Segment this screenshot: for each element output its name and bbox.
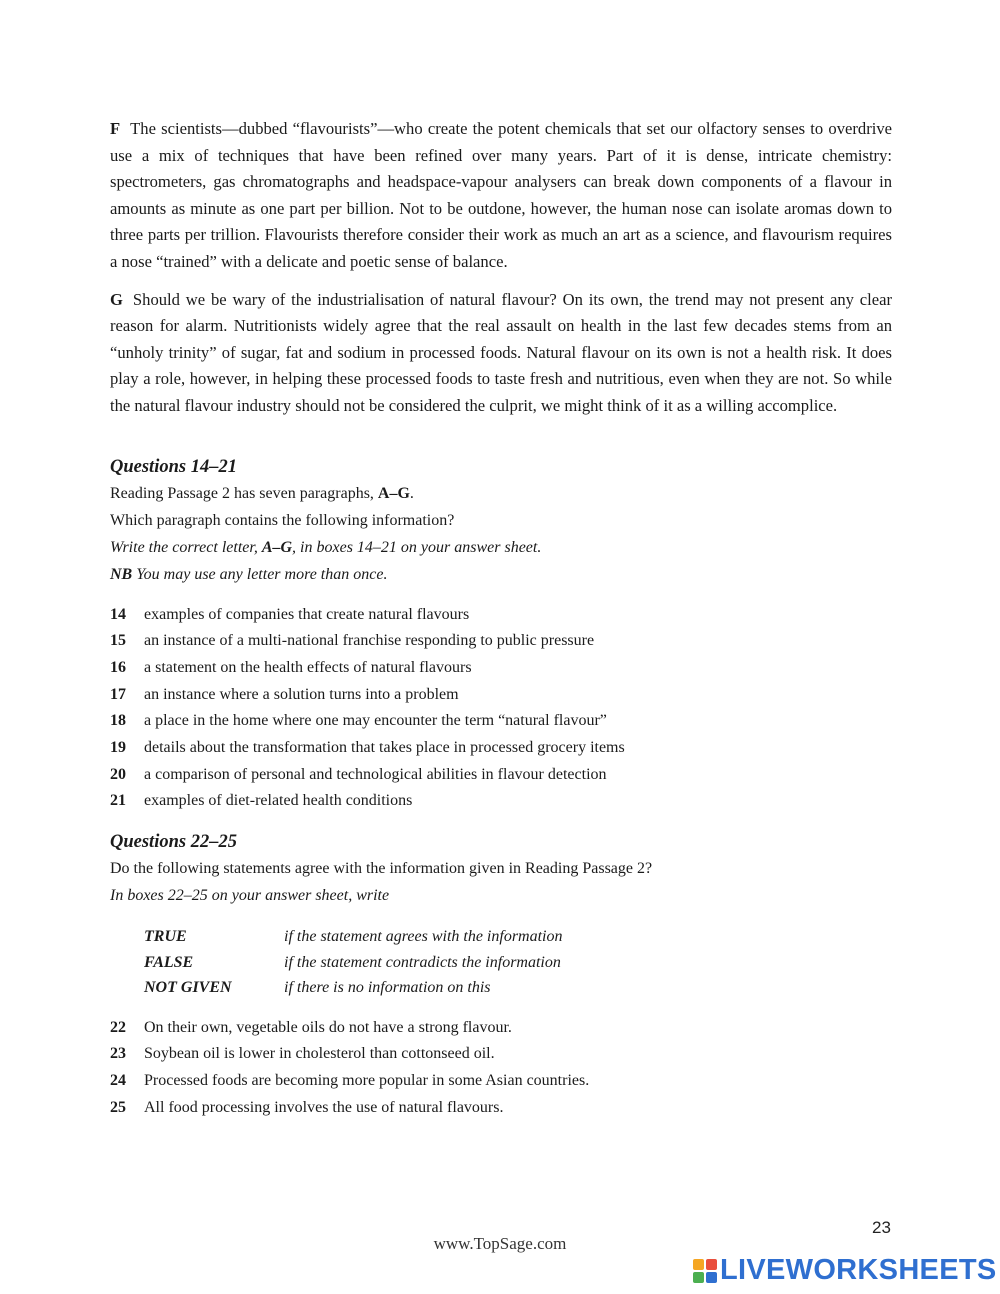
question-number: 23 bbox=[110, 1045, 126, 1063]
instruction-text: Reading Passage 2 has seven paragraphs, bbox=[110, 484, 378, 502]
question-number: 25 bbox=[110, 1098, 126, 1116]
logo-tile bbox=[693, 1272, 704, 1283]
instruction-text: Write the correct letter, bbox=[110, 538, 262, 556]
question-item bbox=[110, 655, 892, 682]
instruction-line: Which paragraph contains the following information? bbox=[110, 511, 455, 529]
answer-key-legend bbox=[144, 924, 892, 1001]
logo-tile bbox=[706, 1272, 717, 1283]
question-text: a statement on the health effects of natural flavours bbox=[144, 658, 472, 676]
key-label: TRUE bbox=[144, 928, 187, 946]
question-number: 16 bbox=[110, 658, 126, 676]
question-item bbox=[110, 602, 892, 629]
question-text: details about the transformation that takes place in processed grocery items bbox=[144, 739, 625, 757]
question-item bbox=[110, 682, 892, 709]
question-item bbox=[110, 1068, 892, 1095]
question-number: 24 bbox=[110, 1072, 126, 1090]
question-number: 21 bbox=[110, 792, 126, 810]
footer-url: www.TopSage.com bbox=[433, 1234, 567, 1253]
question-text: Processed foods are becoming more popular in some Asian countries. bbox=[144, 1072, 590, 1090]
question-text: examples of diet-related health conditions bbox=[144, 792, 413, 810]
question-text: All food processing involves the use of natural flavours. bbox=[144, 1098, 504, 1116]
key-description: if the statement contradicts the information bbox=[284, 953, 561, 971]
question-text: a comparison of personal and technological abilities in flavour detection bbox=[144, 765, 607, 783]
paragraph-text: The scientists—dubbed “flavourists”—who create the potent chemicals that set our olfactory senses to overdrive use a mix of techniques that have been refined over many years. Part of it is dense, intricate chemistry: spectrometers, gas chromatographs and headspace-vapour analysers can break down components of a flavour in amounts as minute as one part per billion. Not to be outdone, however, the human nose can isolate aromas down to three parts per trillion. Flavourists therefore consider their work as much an art as a science, and flavourism requires a nose “trained” with a delicate and poetic sense of balance. bbox=[110, 119, 892, 271]
question-item bbox=[110, 735, 892, 762]
paragraph-letter: G bbox=[110, 289, 123, 309]
question-item bbox=[110, 788, 892, 815]
question-item bbox=[110, 762, 892, 789]
instruction-line bbox=[110, 534, 892, 561]
liveworksheets-logo bbox=[693, 1254, 997, 1287]
key-description: if there is no information on this bbox=[284, 979, 491, 997]
question-text: an instance of a multi-national franchise responding to public pressure bbox=[144, 632, 595, 650]
logo-grid-icon bbox=[693, 1259, 717, 1283]
logo-tile bbox=[706, 1259, 717, 1270]
question-text: a place in the home where one may encounter the term “natural flavour” bbox=[144, 712, 607, 730]
paragraph-f bbox=[110, 116, 892, 276]
instruction-text: , in boxes 14–21 on your answer sheet. bbox=[292, 538, 542, 556]
instruction-line: In boxes 22–25 on your answer sheet, write bbox=[110, 887, 390, 905]
question-number: 18 bbox=[110, 712, 126, 730]
key-label: NOT GIVEN bbox=[144, 979, 232, 997]
question-text: On their own, vegetable oils do not have a strong flavour. bbox=[144, 1018, 512, 1036]
question-item bbox=[110, 1015, 892, 1042]
instruction-bold: A–G bbox=[377, 484, 410, 502]
paragraph-g bbox=[110, 287, 892, 420]
instruction-text: . bbox=[409, 484, 414, 502]
document-page bbox=[110, 116, 892, 1121]
key-description: if the statement agrees with the information bbox=[284, 928, 563, 946]
instruction-line: Do the following statements agree with the information given in Reading Passage 2? bbox=[110, 860, 653, 878]
instruction-line bbox=[110, 561, 892, 588]
question-item bbox=[110, 1041, 892, 1068]
instruction-line bbox=[110, 480, 892, 507]
page-number: 23 bbox=[872, 1218, 891, 1237]
section-heading-14-21: Questions 14–21 bbox=[110, 456, 237, 477]
question-item bbox=[110, 628, 892, 655]
question-number: 17 bbox=[110, 685, 126, 703]
paragraph-text: Should we be wary of the industrialisation of natural flavour? On its own, the trend may not present any clear reason for alarm. Nutritionists widely agree that the real assault on health in the last few decades stems from an “unholy trinity” of sugar, fat and sodium in processed foods. Natural flavour on its own is not a health risk. It does play a role, however, in helping these processed foods to taste fresh and nutritious, even when they are not. So while the natural flavour industry should not be considered the culprit, we might think of it as a willing accomplice. bbox=[110, 289, 892, 415]
question-text: an instance where a solution turns into a problem bbox=[144, 685, 459, 703]
logo-tile bbox=[693, 1259, 704, 1270]
question-list-14-21 bbox=[110, 602, 892, 816]
key-label: FALSE bbox=[144, 953, 194, 971]
paragraph-letter: F bbox=[110, 119, 121, 138]
question-number: 15 bbox=[110, 632, 126, 650]
question-number: 22 bbox=[110, 1018, 126, 1036]
question-item bbox=[110, 1095, 892, 1122]
question-number: 19 bbox=[110, 739, 126, 757]
question-text: Soybean oil is lower in cholesterol than cottonseed oil. bbox=[144, 1045, 495, 1063]
key-row bbox=[144, 924, 892, 950]
key-row bbox=[144, 975, 892, 1001]
section-heading-22-25: Questions 22–25 bbox=[110, 832, 237, 853]
question-number: 20 bbox=[110, 765, 126, 783]
instruction-bold: A–G bbox=[261, 538, 293, 556]
question-text: examples of companies that create natural flavours bbox=[144, 605, 470, 623]
key-row bbox=[144, 950, 892, 976]
question-item bbox=[110, 708, 892, 735]
question-list-22-25 bbox=[110, 1015, 892, 1122]
brand-name: LIVEWORKSHEETS bbox=[720, 1254, 997, 1286]
question-number: 14 bbox=[110, 605, 126, 623]
instruction-text: You may use any letter more than once. bbox=[132, 565, 388, 583]
instruction-bold: NB bbox=[110, 565, 133, 583]
